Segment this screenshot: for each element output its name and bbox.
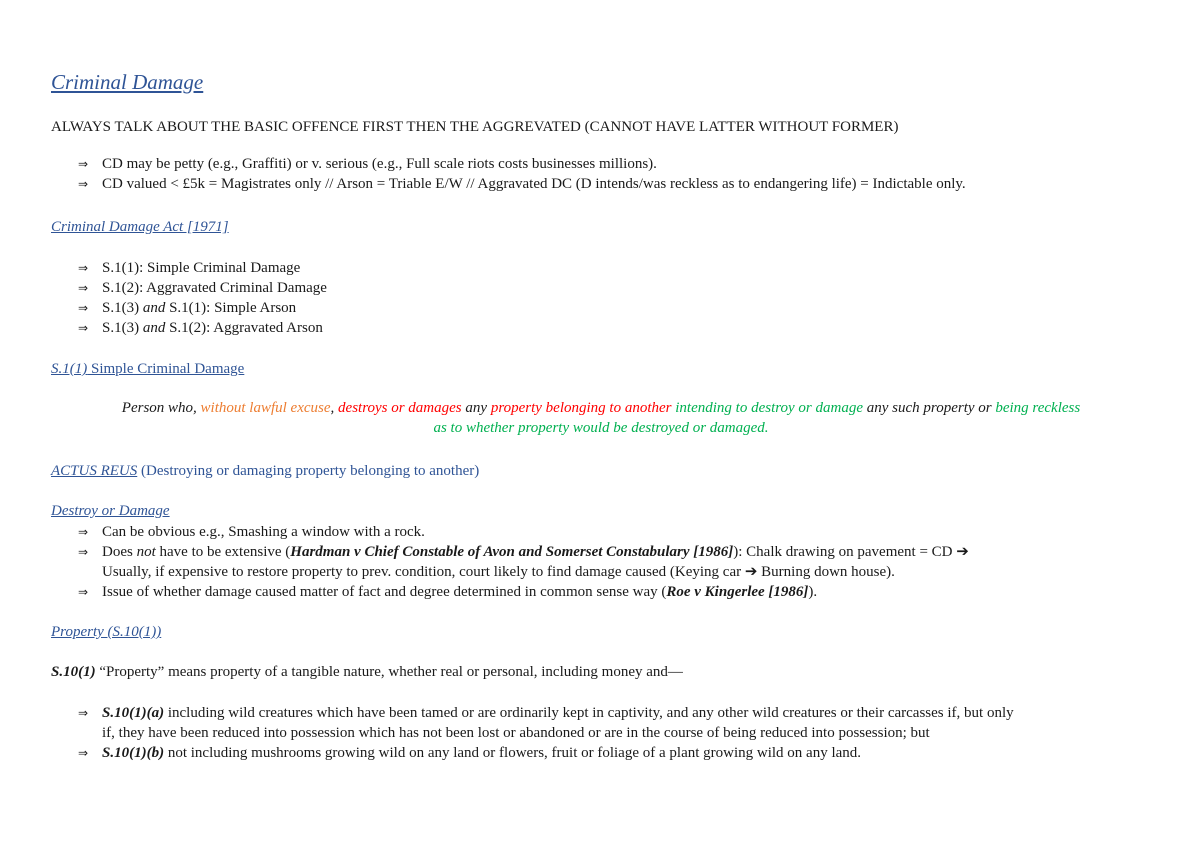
definition-line-1: Person who, without lawful excuse, destroys or damages any property belonging to another intending to destroy or damage any such property or being reckless xyxy=(121,400,1081,416)
arrow-icon: ⇒ xyxy=(78,157,89,171)
property-heading: Property (S.10(1)) xyxy=(51,624,162,640)
act-sections-list xyxy=(78,258,327,338)
arrow-icon: ⇒ xyxy=(78,545,89,559)
definition-line-2: as to whether property would be destroyed or damaged. xyxy=(433,420,769,436)
arrow-icon: ⇒ xyxy=(78,525,89,539)
arrow-icon: ⇒ xyxy=(78,321,89,335)
list-item: ⇒ S.10(1)(b) not including mushrooms growing wild on any land or flowers, fruit or foliage of a plant growing wild on any land. xyxy=(78,745,862,761)
arrow-icon: ⇒ xyxy=(78,746,89,760)
list-item: ⇒ S.1(2): Aggravated Criminal Damage xyxy=(78,280,327,296)
arrow-icon: ⇒ xyxy=(78,301,89,315)
arrow-icon: ⇒ xyxy=(78,177,89,191)
list-item: ⇒ S.1(3) and S.1(1): Simple Arson xyxy=(78,300,297,316)
list-item: ⇒ S.10(1)(a) including wild creatures which have been tamed or are ordinarily kept in captivity, and any other wild creatures or their carcasses if, but only if, they have been reduced into possession which has not been lost or abandoned or are in the course of being reduced into possession; but xyxy=(78,705,1014,741)
intro-note: ALWAYS TALK ABOUT THE BASIC OFFENCE FIRST THEN THE AGGREVATED (CANNOT HAVE LATTER WITHOUT FORMER) xyxy=(51,119,899,135)
list-item: ⇒ S.1(1): Simple Criminal Damage xyxy=(78,260,301,276)
s11-heading: S.1(1) Simple Criminal Damage xyxy=(51,361,245,377)
list-item: ⇒ S.1(3) and S.1(2): Aggravated Arson xyxy=(78,320,323,336)
intro-bullet-list xyxy=(78,154,966,194)
property-definition: S.10(1) “Property” means property of a tangible nature, whether real or personal, including money and— xyxy=(51,664,683,680)
destroy-damage-list xyxy=(78,522,969,602)
list-item: ⇒ Does not have to be extensive (Hardman v Chief Constable of Avon and Somerset Constabulary [1986]): Chalk drawing on pavement = CD ➔ Usually, if expensive to restore property to prev. condition, court likely to find damage caused (Keying car ➔ Burning down house). xyxy=(78,544,969,580)
document-title: Criminal Damage xyxy=(51,70,204,94)
arrow-icon: ⇒ xyxy=(78,706,89,720)
list-item: ⇒ Can be obvious e.g., Smashing a window with a rock. xyxy=(78,524,425,540)
offence-definition xyxy=(51,398,1151,438)
arrow-icon: ⇒ xyxy=(78,261,89,275)
list-item: ⇒ CD valued < £5k = Magistrates only // Arson = Triable E/W // Aggravated DC (D intends/was reckless as to endangering life) = Indictable only. xyxy=(78,176,966,192)
arrow-icon: ⇒ xyxy=(78,281,89,295)
list-item: ⇒ CD may be petty (e.g., Graffiti) or v. serious (e.g., Full scale riots costs businesses millions). xyxy=(78,156,657,172)
act-heading: Criminal Damage Act [1971] xyxy=(51,219,229,235)
destroy-damage-heading: Destroy or Damage xyxy=(51,503,170,519)
arrow-icon: ⇒ xyxy=(78,585,89,599)
actus-reus-heading: ACTUS REUS (Destroying or damaging property belonging to another) xyxy=(51,463,480,479)
list-item: ⇒ Issue of whether damage caused matter of fact and degree determined in common sense way (Roe v Kingerlee [1986]). xyxy=(78,584,818,600)
property-bullet-list xyxy=(78,703,1014,763)
